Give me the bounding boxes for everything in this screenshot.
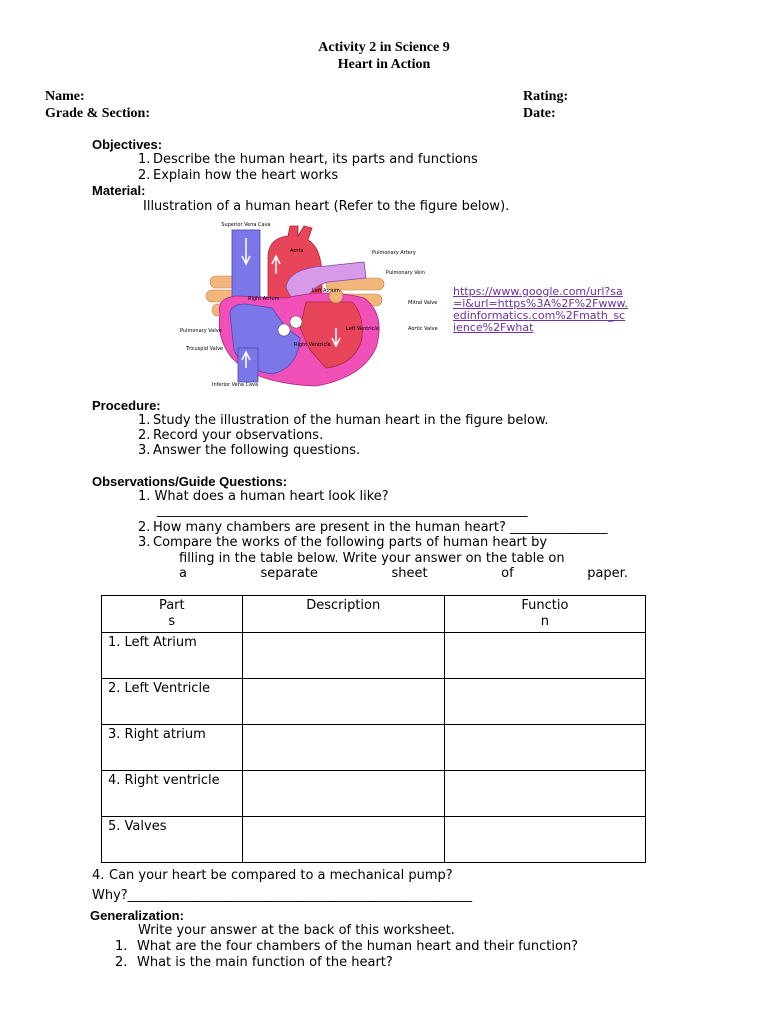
objectives-heading: Objectives: bbox=[92, 137, 163, 152]
grade-section-label: Grade & Section: bbox=[45, 106, 150, 121]
inferior-vena-cava bbox=[238, 348, 258, 382]
label-svc: Superior Vena Cava bbox=[221, 222, 271, 228]
question-2: 2. How many chambers are present in the human heart? _______________ bbox=[138, 520, 608, 535]
procedure-item: 3. Answer the following questions. bbox=[138, 443, 361, 458]
label-right-ventricle: Right Ventricle bbox=[294, 342, 331, 348]
question-1-answer-line: _________________________________________________________ bbox=[157, 503, 528, 518]
worksheet-title: Activity 2 in Science 9 bbox=[318, 40, 450, 55]
figure-source-link[interactable]: https://www.google.com/url?sa=i&url=https%3A%2F%2Fwww.edinformatics.com%2Fmath_science%2Fwhat bbox=[453, 285, 628, 334]
table-header-row bbox=[102, 596, 646, 633]
function-cell[interactable] bbox=[444, 633, 645, 679]
header-function: Functio n bbox=[444, 596, 645, 633]
generalization-item: 1. What are the four chambers of the human heart and their function? bbox=[115, 939, 579, 954]
label-left-atrium: Left Atrium bbox=[312, 288, 340, 294]
procedure-heading: Procedure: bbox=[92, 398, 161, 413]
question-3-line-3: a separate sheet of paper. bbox=[179, 566, 628, 581]
procedure-item: 2. Record your observations. bbox=[138, 428, 324, 443]
material-heading: Material: bbox=[92, 183, 146, 198]
table-row: 2. Left Ventricle bbox=[102, 679, 646, 725]
pulmonary-valve-shape bbox=[290, 316, 302, 328]
label-inferior-vena-cava: Inferior Vena Cava bbox=[212, 382, 259, 388]
label-left-ventricle: Left Ventricle bbox=[346, 326, 379, 332]
question-4: 4. Can your heart be compared to a mechanical pump? bbox=[92, 868, 453, 883]
function-cell[interactable] bbox=[444, 817, 645, 863]
label-aortic-valve: Aortic Valve bbox=[408, 326, 438, 332]
label-pulmonary-vein: Pulmonary Vein bbox=[386, 270, 425, 276]
header-description: Description bbox=[242, 596, 444, 633]
function-cell[interactable] bbox=[444, 679, 645, 725]
label-aorta: Aorta bbox=[290, 248, 304, 254]
date-label: Date: bbox=[523, 106, 556, 121]
parts-table bbox=[101, 595, 646, 863]
description-cell[interactable] bbox=[242, 679, 444, 725]
material-text: Illustration of a human heart (Refer to the figure below). bbox=[143, 199, 510, 214]
header-parts: Part s bbox=[102, 596, 243, 633]
objective-item: 1. Describe the human heart, its parts and functions bbox=[138, 152, 478, 167]
heart-illustration bbox=[176, 218, 438, 390]
question-3: 3. Compare the works of the following parts of human heart by bbox=[138, 535, 548, 550]
observations-heading: Observations/Guide Questions: bbox=[92, 474, 288, 489]
label-tricuspid-valve: Tricuspid Valve bbox=[186, 346, 224, 352]
generalization-item: 2. What is the main function of the heart? bbox=[115, 955, 393, 970]
description-cell[interactable] bbox=[242, 633, 444, 679]
generalization-intro: Write your answer at the back of this worksheet. bbox=[138, 923, 455, 938]
function-cell[interactable] bbox=[444, 771, 645, 817]
description-cell[interactable] bbox=[242, 817, 444, 863]
function-cell[interactable] bbox=[444, 725, 645, 771]
description-cell[interactable] bbox=[242, 725, 444, 771]
objective-item: 2. Explain how the heart works bbox=[138, 168, 339, 183]
description-cell[interactable] bbox=[242, 771, 444, 817]
label-pulmonary-valve: Pulmonary Valve bbox=[180, 328, 222, 334]
question-4-why: Why?_____________________________________________________ bbox=[92, 888, 473, 903]
table-row: 3. Right atrium bbox=[102, 725, 646, 771]
table-row: 5. Valves bbox=[102, 817, 646, 863]
table-row: 1. Left Atrium bbox=[102, 633, 646, 679]
table-row: 4. Right ventricle bbox=[102, 771, 646, 817]
name-label: Name: bbox=[45, 89, 85, 104]
label-pulmonary-artery: Pulmonary Artery bbox=[372, 250, 416, 256]
worksheet-subtitle: Heart in Action bbox=[337, 57, 431, 72]
procedure-item: 1. Study the illustration of the human heart in the figure below. bbox=[138, 413, 549, 428]
generalization-heading: Generalization: bbox=[90, 908, 184, 923]
rating-label: Rating: bbox=[523, 89, 569, 104]
aortic-valve-shape bbox=[278, 324, 290, 336]
label-mitral-valve: Mitral Valve bbox=[408, 300, 438, 306]
label-right-atrium: Right Atrium bbox=[248, 296, 280, 302]
question-1: 1. What does a human heart look like? bbox=[138, 489, 389, 504]
question-3-line-2: filling in the table below. Write your answer on the table on bbox=[179, 551, 565, 566]
